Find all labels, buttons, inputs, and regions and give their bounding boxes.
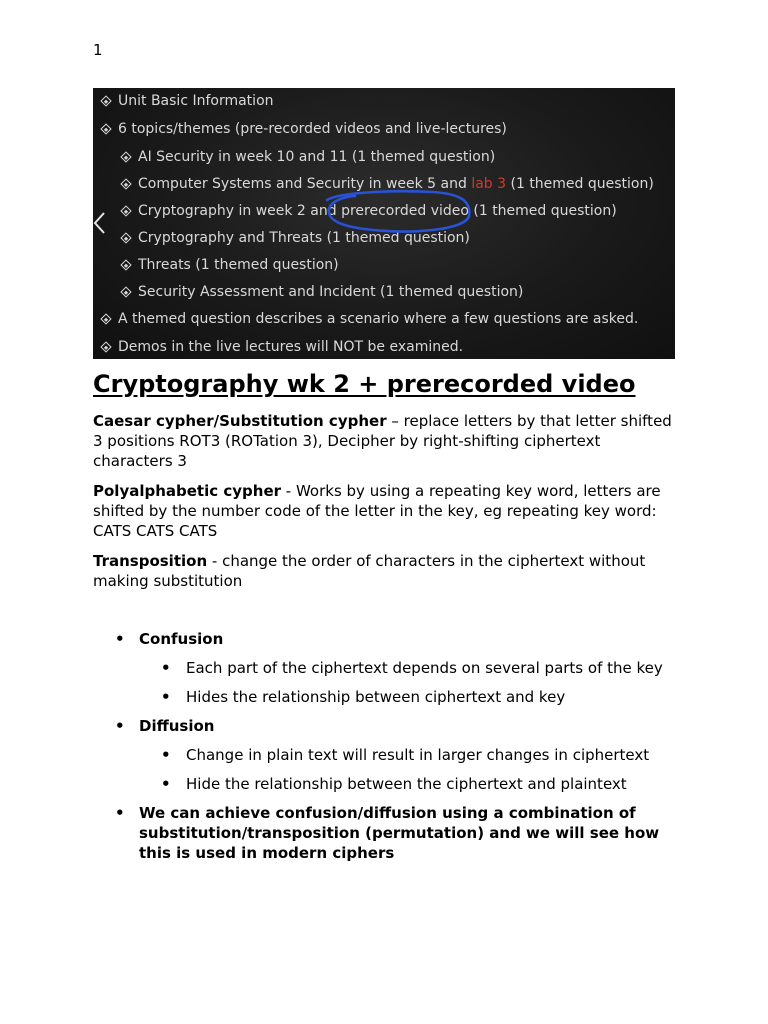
bullet-list bbox=[93, 629, 683, 863]
list-item: • Hide the relationship between the ciphertext and plaintext bbox=[93, 774, 683, 794]
paragraph-polyalphabetic bbox=[93, 481, 683, 541]
paragraph-transposition bbox=[93, 551, 683, 591]
list-item-diffusion bbox=[93, 716, 683, 794]
slide-line-text: 6 topics/themes (pre-recorded videos and live-lectures) bbox=[118, 121, 507, 137]
list-item: • Each part of the ciphertext depends on several parts of the key bbox=[93, 658, 683, 678]
slide-line-text-part: (1 themed question) bbox=[506, 176, 654, 192]
slide-line-text: Cryptography and Threats (1 themed question) bbox=[138, 230, 470, 246]
list-item: • Change in plain text will result in larger changes in ciphertext bbox=[93, 745, 683, 765]
term-bold: Caesar cypher/Substitution cypher bbox=[93, 412, 387, 430]
section-heading: Cryptography wk 2 + prerecorded video bbox=[93, 370, 636, 398]
slide-line-text: Demos in the live lectures will NOT be examined. bbox=[118, 339, 464, 355]
lecture-slide-image bbox=[93, 88, 675, 359]
bullet-label: Diffusion bbox=[139, 717, 215, 735]
slide-line-text: AI Security in week 10 and 11 (1 themed question) bbox=[138, 149, 496, 165]
page-number: 1 bbox=[93, 41, 103, 59]
term-bold: Polyalphabetic cypher bbox=[93, 482, 282, 500]
handwritten-ellipse-annotation bbox=[93, 88, 675, 359]
sub-bullet-list bbox=[139, 745, 683, 794]
slide-line-text: Unit Basic Information bbox=[118, 93, 274, 109]
paragraph-caesar bbox=[93, 411, 683, 471]
slide-line-text: Security Assessment and Incident (1 themed question) bbox=[138, 284, 524, 300]
slide-line-text: Threats (1 themed question) bbox=[138, 257, 339, 273]
slide-line-text: Cryptography in week 2 and prerecorded video (1 themed question) bbox=[138, 203, 617, 219]
slide-line-text-part: Computer Systems and Security in week 5 and bbox=[138, 176, 472, 192]
paragraph-text: - Works by using a repeating key word, letters are shifted by the number code of the letter in the key, eg repeating key word: CATS CATS CATS bbox=[93, 482, 661, 540]
list-item-summary bbox=[93, 803, 683, 863]
paragraph-text: – replace letters by that letter shifted 3 positions ROT3 (ROTation 3), Decipher by right-shifting ciphertext characters 3 bbox=[93, 412, 672, 470]
sub-bullet-list bbox=[139, 658, 683, 707]
bullet-label: Confusion bbox=[139, 630, 224, 648]
list-item-confusion bbox=[93, 629, 683, 707]
document-content bbox=[93, 368, 683, 872]
lab-link-text: lab 3 bbox=[471, 176, 507, 192]
bullet-label: We can achieve confusion/diffusion using a combination of substitution/transposition (permutation) and we will see how this is used in modern ciphers bbox=[139, 804, 660, 862]
paragraph-text: - change the order of characters in the ciphertext without making substitution bbox=[93, 552, 646, 590]
slide-line-text: A themed question describes a scenario where a few questions are asked. bbox=[118, 311, 639, 327]
list-item: • Hides the relationship between ciphertext and key bbox=[93, 687, 683, 707]
term-bold: Transposition bbox=[93, 552, 208, 570]
